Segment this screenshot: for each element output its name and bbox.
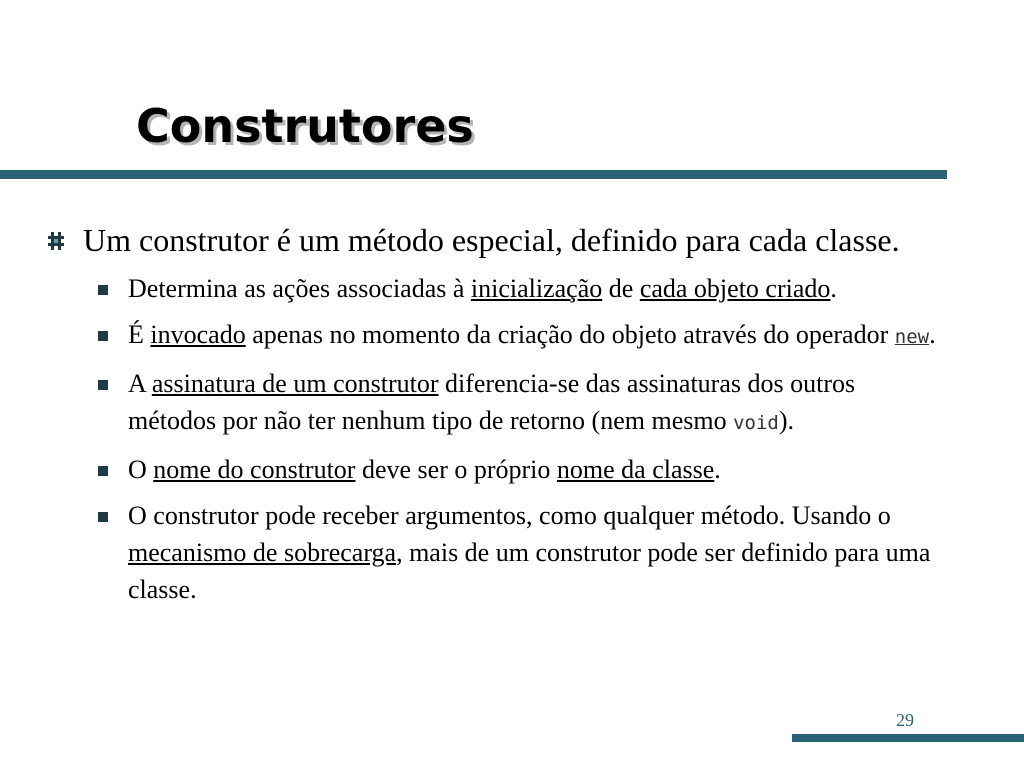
sub-bullet-item bbox=[48, 270, 938, 307]
text-run: O construtor pode receber argumentos, como qualquer método. Usando o bbox=[128, 501, 891, 530]
sub-bullet-list bbox=[48, 270, 938, 608]
underlined-term: mecanismo de sobrecarga bbox=[128, 538, 397, 567]
square-bullet-icon bbox=[98, 285, 108, 295]
underlined-term: invocado bbox=[150, 320, 246, 349]
text-run: de bbox=[602, 274, 640, 303]
sub-bullet-item bbox=[48, 316, 938, 356]
underlined-term: nome da classe bbox=[556, 455, 715, 484]
text-run: apenas no momento da criação do objeto através do operador bbox=[245, 320, 895, 349]
underlined-term: nome do construtor bbox=[153, 455, 356, 484]
main-bullet-item bbox=[48, 220, 938, 261]
title-divider-rule bbox=[0, 170, 947, 179]
underlined-term: assinatura de um construtor bbox=[151, 369, 439, 398]
text-run: . bbox=[830, 274, 837, 303]
text-run: deve ser o próprio bbox=[355, 455, 557, 484]
sub-bullet-item bbox=[48, 451, 938, 488]
slide-body bbox=[48, 220, 938, 617]
footer-divider-rule bbox=[792, 734, 1024, 742]
underlined-term: inicialização bbox=[470, 274, 603, 303]
main-bullet-text: Um construtor é um método especial, definido para cada classe. bbox=[83, 222, 900, 258]
text-run: Determina as ações associadas à bbox=[128, 274, 471, 303]
square-bullet-icon bbox=[98, 380, 108, 390]
text-run: . bbox=[929, 320, 936, 349]
page-number: 29 bbox=[896, 710, 914, 730]
slide-title: Construtores bbox=[136, 99, 474, 153]
text-run: . bbox=[714, 455, 721, 484]
text-run: É bbox=[128, 320, 151, 349]
code-keyword: new bbox=[894, 326, 930, 348]
square-bullet-icon bbox=[98, 466, 108, 476]
square-bullet-icon bbox=[98, 331, 108, 341]
title-divider-bar bbox=[0, 170, 947, 179]
underlined-term: cada objeto criado bbox=[639, 274, 831, 303]
text-run: A bbox=[128, 369, 152, 398]
sub-bullet-item bbox=[48, 365, 938, 442]
square-bullet-icon bbox=[98, 512, 108, 522]
sub-bullet-item bbox=[48, 497, 938, 608]
code-keyword: void bbox=[733, 412, 779, 434]
text-run: , mais de um construtor pode ser definido para uma classe. bbox=[128, 538, 931, 604]
text-run: ). bbox=[778, 406, 795, 435]
text-run: diferencia-se das assinaturas dos outros métodos por não ter nenhum tipo de retorno (nem mesmo bbox=[128, 369, 856, 435]
footer-divider-bar bbox=[792, 734, 1024, 742]
text-run: O bbox=[128, 455, 154, 484]
hash-bullet-icon bbox=[48, 232, 64, 250]
